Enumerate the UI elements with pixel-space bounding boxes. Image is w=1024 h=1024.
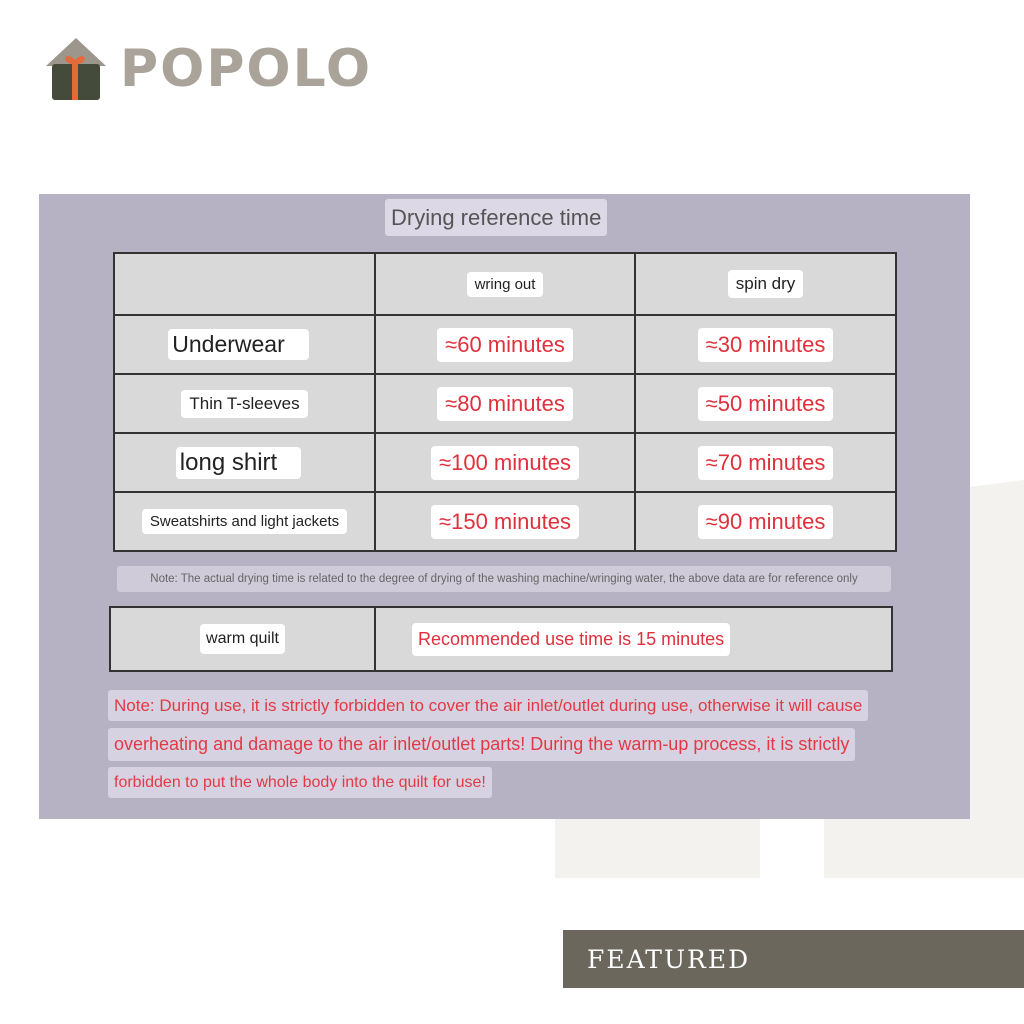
item-label: warm quilt (200, 624, 285, 654)
drying-time-table (113, 252, 897, 552)
wring-out-cell (375, 492, 635, 551)
item-label: long shirt (176, 447, 301, 479)
wring-out-time: ≈80 minutes (437, 387, 573, 421)
recommendation-text: Recommended use time is 15 minutes (412, 623, 730, 656)
spin-dry-time: ≈90 minutes (698, 505, 834, 539)
brand-name: POPOLO (120, 39, 373, 99)
wring-out-cell (375, 433, 635, 492)
warning-line: overheating and damage to the air inlet/outlet parts! During the warm-up process, it is strictly (108, 728, 855, 761)
quilt-table (109, 606, 893, 672)
item-label: Sweatshirts and light jackets (142, 509, 347, 534)
brand-logo[interactable] (44, 34, 372, 104)
item-cell (114, 374, 375, 433)
spin-dry-cell (635, 374, 896, 433)
table-row (114, 492, 896, 551)
featured-label: FEATURED (587, 944, 751, 974)
item-cell (110, 607, 375, 671)
gift-house-icon (44, 36, 108, 102)
column-header: wring out (467, 272, 544, 297)
wring-out-time: ≈150 minutes (431, 505, 579, 539)
wring-out-cell (375, 374, 635, 433)
item-cell (114, 492, 375, 551)
item-label: Underwear (168, 329, 309, 360)
spin-dry-cell (635, 492, 896, 551)
warning-line: Note: During use, it is strictly forbidden to cover the air inlet/outlet during use, otherwise it will cause (108, 690, 868, 721)
recommendation-cell (375, 607, 892, 671)
featured-badge (563, 930, 1024, 988)
header-cell-spin-dry (635, 253, 896, 315)
spin-dry-time: ≈30 minutes (698, 328, 834, 362)
drying-note: Note: The actual drying time is related to the degree of drying of the washing machine/wringing water, the above data are for reference only (117, 566, 891, 592)
item-cell (114, 315, 375, 374)
table-row (114, 374, 896, 433)
wring-out-cell (375, 315, 635, 374)
table-header-row (114, 253, 896, 315)
page-title: Drying reference time (385, 199, 607, 236)
wring-out-time: ≈100 minutes (431, 446, 579, 480)
table-row (114, 315, 896, 374)
warning-line: forbidden to put the whole body into the quilt for use! (108, 767, 492, 798)
spin-dry-cell (635, 315, 896, 374)
header-cell-empty (114, 253, 375, 315)
wring-out-time: ≈60 minutes (437, 328, 573, 362)
item-label: Thin T-sleeves (181, 390, 307, 418)
spin-dry-cell (635, 433, 896, 492)
spin-dry-time: ≈50 minutes (698, 387, 834, 421)
table-row (114, 433, 896, 492)
item-cell (114, 433, 375, 492)
header-cell-wring-out (375, 253, 635, 315)
spin-dry-time: ≈70 minutes (698, 446, 834, 480)
table-row (110, 607, 892, 671)
column-header: spin dry (728, 270, 804, 298)
